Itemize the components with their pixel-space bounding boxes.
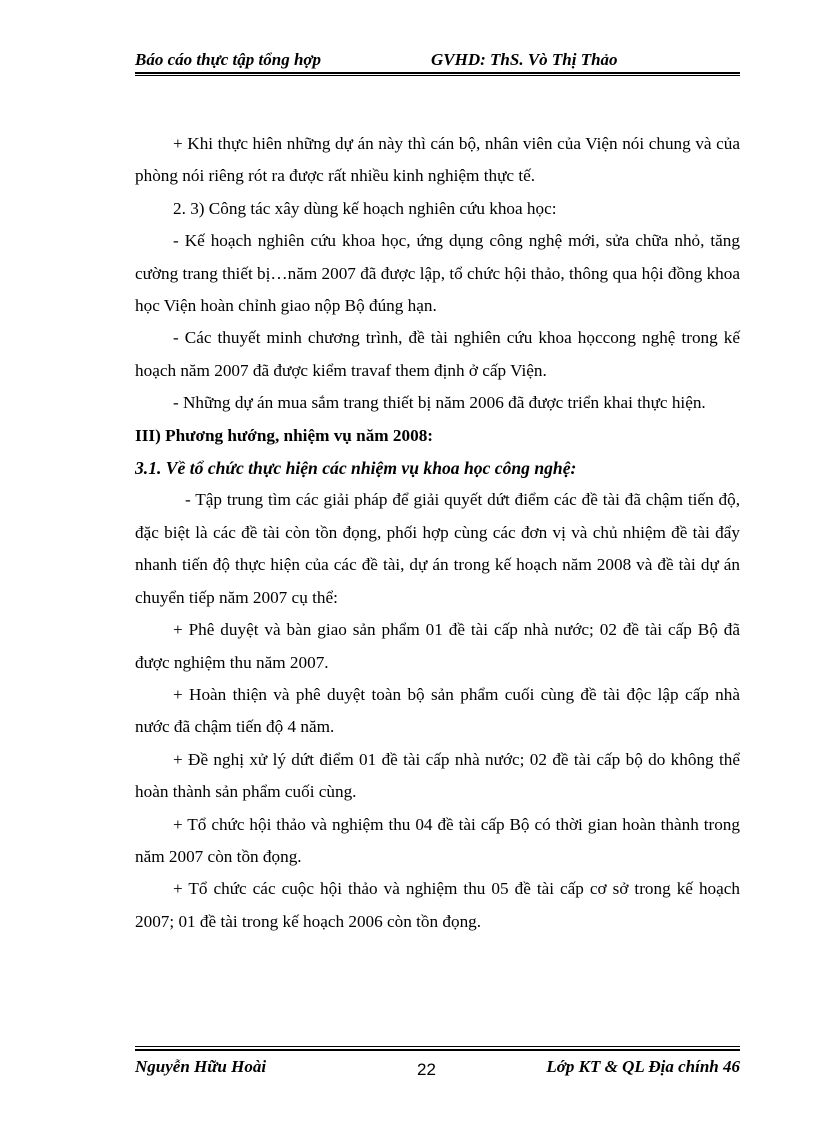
footer-rule-thick xyxy=(135,1049,740,1051)
header-rule-thick xyxy=(135,72,740,74)
list-item: + Hoàn thiện và phê duyệt toàn bộ sản phẩm cuối cùng đề tài độc lập cấp nhà nước đã chậm tiến độ 4 năm. xyxy=(135,684,740,737)
page-number: 22 xyxy=(417,1060,436,1079)
paragraph: - Các thuyết minh chương trình, đề tài nghiên cứu khoa họccong nghệ trong kế hoạch năm 2007 đã được kiểm travaf them định ở cấp Viện. xyxy=(135,328,740,380)
paragraph: - Tập trung tìm các giải pháp để giải quyết dứt điểm các đề tài đã chậm tiến độ, đặc biệt là các đề tài còn tồn đọng, phối hợp cùng các đơn vị và chủ nhiệm đề tài đẩy nhanh tiến độ thực hiện của các đề tài, dự án trong kế hoạch năm 2008 và đề tài dự án chuyển tiếp năm 2007 cụ thể: xyxy=(135,490,740,607)
paragraph: + Khi thực hiên những dự án này thì cán bộ, nhân viên của Viện nói chung và của phòng nói riêng rót ra được rất nhiều kinh nghiệm thực tế. xyxy=(135,134,740,186)
page-body xyxy=(135,128,740,938)
section-heading-2-3: 2. 3) Công tác xây dùng kế hoạch nghiên cứu khoa học: xyxy=(173,198,557,218)
page-header xyxy=(135,48,740,72)
page-footer xyxy=(135,1055,740,1081)
list-item: + Tổ chức các cuộc hội thảo và nghiệm thu 05 đề tài cấp cơ sở trong kế hoạch 2007; 01 đề tài trong kế hoạch 2006 còn tồn đọng. xyxy=(135,879,740,931)
list-item: + Tổ chức hội thảo và nghiệm thu 04 đề tài cấp Bộ có thời gian hoàn thành trong năm 2007 còn tồn đọng. xyxy=(135,814,740,866)
section-heading-iii: III) Phương hướng, nhiệm vụ năm 2008: xyxy=(135,425,434,445)
paragraph: - Những dự án mua sắm trang thiết bị năm 2006 đã được triển khai thực hiện. xyxy=(173,393,706,413)
list-item: + Đề nghị xử lý dứt điểm 01 đề tài cấp nhà nước; 02 đề tài cấp bộ do không thể hoàn thành sản phẩm cuối cùng. xyxy=(135,749,740,802)
header-report-title: Báo cáo thực tập tổng hợp xyxy=(135,50,322,69)
list-item: + Phê duyệt và bàn giao sản phẩm 01 đề tài cấp nhà nước; 02 đề tài cấp Bộ đã được nghiệm thu năm 2007. xyxy=(135,620,740,672)
footer-rule-thin xyxy=(135,1046,740,1047)
footer-author: Nguyễn Hữu Hoài xyxy=(135,1057,267,1076)
paragraph: - Kế hoạch nghiên cứu khoa học, ứng dụng công nghệ mới, sửa chữa nhỏ, tăng cường trang thiết bị…năm 2007 đã được lập, tổ chức hội thảo, thông qua hội đồng khoa học Viện hoàn chỉnh giao nộp Bộ đúng hạn. xyxy=(135,231,740,316)
header-rule-thin xyxy=(135,75,740,76)
subsection-heading-3-1: 3.1. Về tổ chức thực hiện các nhiệm vụ khoa học công nghệ: xyxy=(135,458,577,479)
header-supervisor: GVHD: ThS. Vò Thị Thảo xyxy=(431,50,618,69)
footer-class: Lớp KT & QL Địa chính 46 xyxy=(546,1057,740,1076)
